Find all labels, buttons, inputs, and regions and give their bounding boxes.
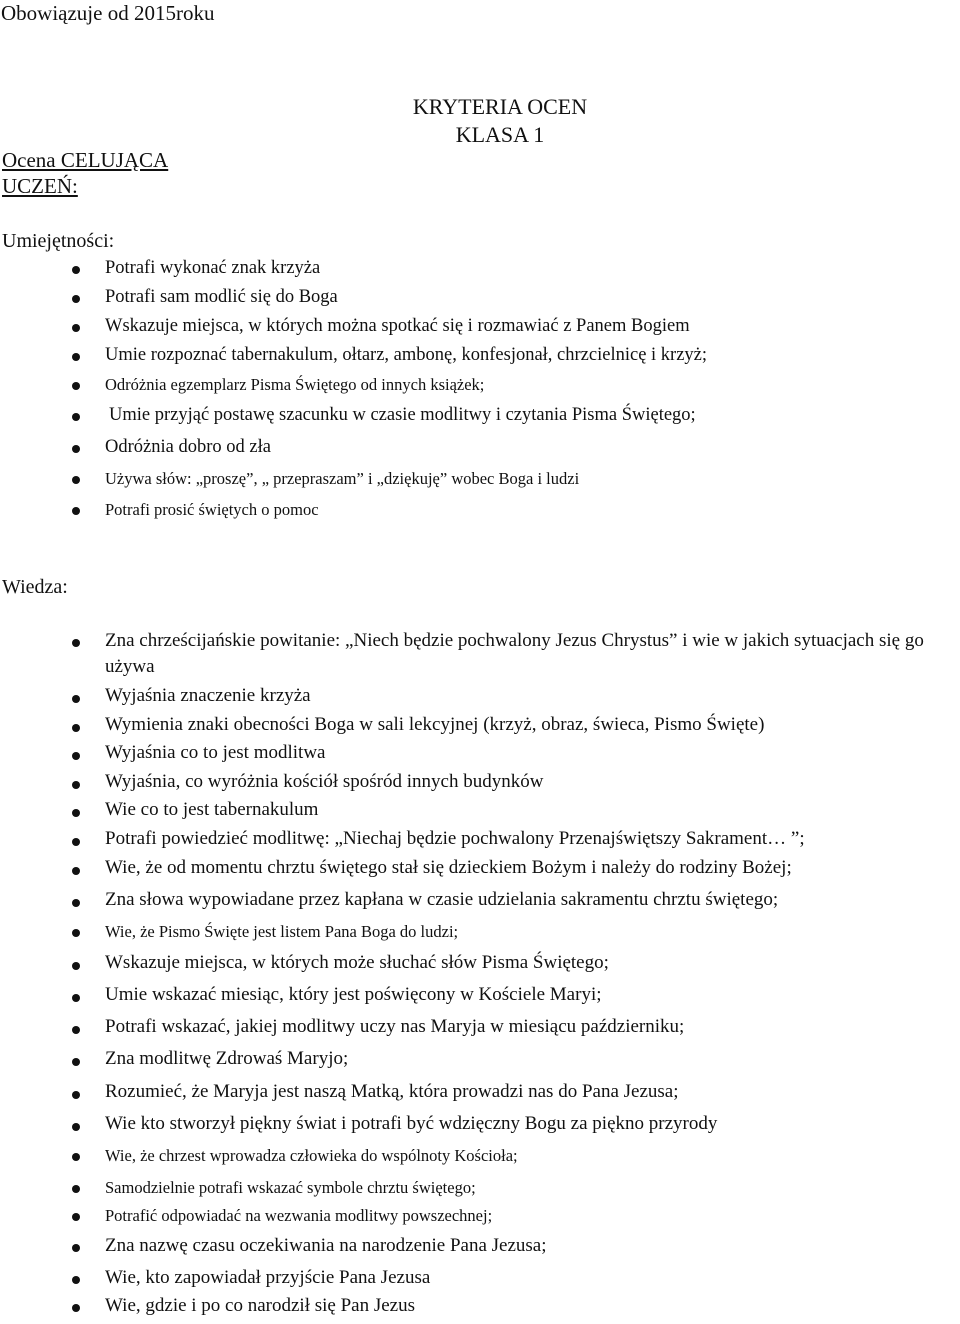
list-item-text: Zna modlitwę Zdrowaś Maryjo; — [105, 1048, 349, 1069]
bullet-icon — [72, 382, 80, 390]
bullet-icon — [72, 899, 80, 907]
list-item-text: Wymienia znaki obecności Boga w sali lekcyjnej (krzyż, obraz, świeca, Pismo Święte) — [105, 714, 765, 735]
bullet-icon — [72, 1026, 80, 1034]
bullet-icon — [72, 781, 80, 789]
list-item-text: Wyjaśnia co to jest modlitwa — [105, 742, 326, 763]
bullet-icon — [72, 1091, 80, 1099]
bullet-icon — [72, 639, 80, 647]
list-item-text: Odróżnia egzemplarz Pisma Świętego od innych książek; — [105, 375, 485, 394]
bullet-icon — [72, 413, 80, 421]
list-item-text: Potrafi wskazać, jakiej modlitwy uczy nas Maryja w miesiącu październiku; — [105, 1016, 685, 1037]
bullet-icon — [72, 929, 80, 937]
list-item-text: Umie przyjąć postawę szacunku w czasie modlitwy i czytania Pisma Świętego; — [109, 405, 696, 425]
knowledge-heading: Wiedza: — [2, 576, 68, 598]
student-label: UCZEŃ: — [2, 174, 78, 198]
bullet-icon — [72, 1304, 80, 1312]
list-item-text: Wie kto stworzył piękny świat i potrafi być wdzięczny Bogu za piękno przyrody — [105, 1113, 718, 1134]
list-item-text: Odróżnia dobro od zła — [105, 437, 271, 457]
bullet-icon — [72, 752, 80, 760]
bullet-icon — [72, 809, 80, 817]
list-item-text: Wie, kto zapowiadał przyjście Pana Jezusa — [105, 1267, 431, 1288]
bullet-icon — [72, 1244, 80, 1252]
bullet-icon — [72, 445, 80, 453]
list-item-text: Rozumieć, że Maryja jest naszą Matką, która prowadzi nas do Pana Jezusa; — [105, 1081, 679, 1102]
list-item-text: Umie rozpoznać tabernakulum, ołtarz, ambonę, konfesjonał, chrzcielnicę i krzyż; — [105, 345, 708, 365]
list-item-text: Wskazuje miejsca, w których można spotkać się i rozmawiać z Panem Bogiem — [105, 316, 690, 336]
bullet-icon — [72, 724, 80, 732]
list-item-text: Wie, gdzie i po co narodził się Pan Jezus — [105, 1295, 416, 1316]
list-item-text: Potrafi wykonać znak krzyża — [105, 258, 321, 278]
bullet-icon — [72, 962, 80, 970]
bullet-icon — [72, 1153, 80, 1161]
list-item-text: Wie, że od momentu chrztu świętego stał się dzieckiem Bożym i należy do rodziny Bożej; — [105, 857, 792, 878]
bullet-icon — [72, 1058, 80, 1066]
list-item-text: Wyjaśnia znaczenie krzyża — [105, 685, 311, 706]
bullet-icon — [72, 1185, 80, 1193]
list-item-text: Potrafi prosić świętych o pomoc — [105, 500, 319, 519]
bullet-icon — [72, 1213, 80, 1221]
bullet-icon — [72, 1276, 80, 1284]
list-item-text: Wskazuje miejsca, w których może słuchać słów Pisma Świętego; — [105, 952, 609, 973]
list-item-text: Potrafi powiedzieć modlitwę: „Niechaj będzie pochwalony Przenajświętszy Sakrament… ”; — [105, 828, 805, 849]
list-item-text: Wie co to jest tabernakulum — [105, 799, 319, 820]
class-subtitle: KLASA 1 — [455, 122, 545, 147]
skills-heading: Umiejętności: — [2, 230, 115, 252]
list-item-text: Zna nazwę czasu oczekiwania na narodzenie Pana Jezusa; — [105, 1235, 547, 1256]
grade-heading: Ocena CELUJĄCA — [2, 148, 169, 172]
list-item-text: Wyjaśnia, co wyróżnia kościół spośród innych budynków — [105, 771, 544, 792]
list-item-text: Zna słowa wypowiadane przez kapłana w czasie udzielania sakramentu chrztu świętego; — [105, 889, 779, 910]
list-item-text: Umie wskazać miesiąc, który jest poświęcony w Kościele Maryi; — [105, 984, 602, 1005]
document-title: KRYTERIA OCEN — [412, 94, 588, 119]
list-item-text: Samodzielnie potrafi wskazać symbole chrztu świętego; — [105, 1178, 476, 1197]
bullet-icon — [72, 507, 80, 515]
bullet-icon — [72, 476, 80, 484]
bullet-icon — [72, 867, 80, 875]
list-item-text: Zna chrześcijańskie powitanie: „Niech będzie pochwalony Jezus Chrystus” i wie w jakich sytuacjach się go używa — [105, 630, 924, 677]
list-item-text: Wie, że chrzest wprowadza człowieka do wspólnoty Kościoła; — [105, 1146, 518, 1165]
list-item-text: Potrafić odpowiadać na wezwania modlitwy powszechnej; — [105, 1206, 493, 1225]
validity-note: Obowiązuje od 2015roku — [1, 1, 215, 25]
list-item-text: Używa słów: „proszę”, „ przepraszam” i „dziękuję” wobec Boga i ludzi — [105, 469, 580, 488]
bullet-icon — [72, 266, 80, 274]
bullet-icon — [72, 695, 80, 703]
bullet-icon — [72, 324, 80, 332]
bullet-icon — [72, 838, 80, 846]
bullet-icon — [72, 295, 80, 303]
list-item-text: Potrafi sam modlić się do Boga — [105, 287, 338, 307]
list-item-text: Wie, że Pismo Święte jest listem Pana Boga do ludzi; — [105, 922, 459, 941]
bullet-icon — [72, 994, 80, 1002]
bullet-icon — [72, 353, 80, 361]
bullet-icon — [72, 1123, 80, 1131]
